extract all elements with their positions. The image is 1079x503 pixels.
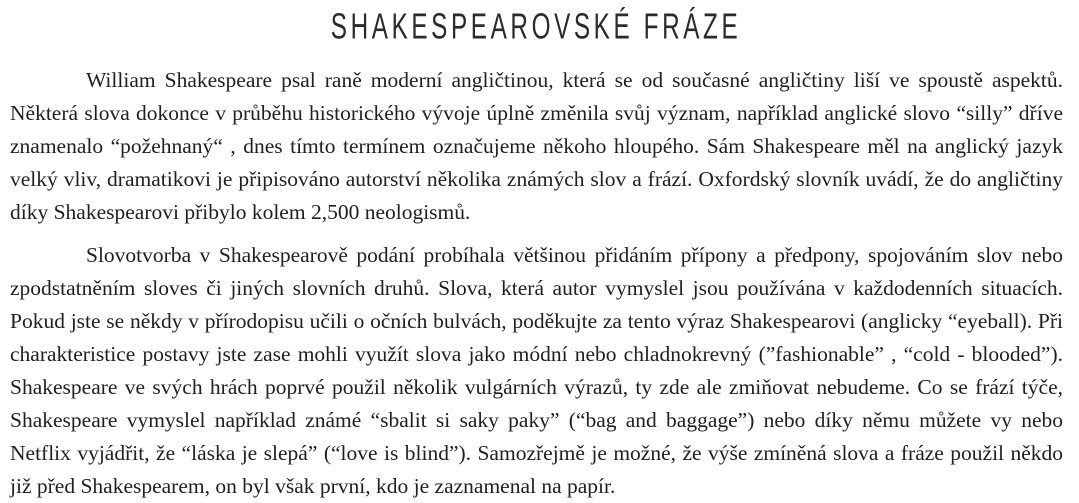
title-container: [10, 6, 1063, 58]
document-title: SHAKESPEAROVSKÉ FRÁZE: [331, 6, 742, 47]
paragraph-word-formation: Slovotvorba v Shakespearově podání probíhala většinou přidáním přípony a předpony, spojováním slov nebo zpodstatněním sloves či jiných slovních druhů. Slova, která autor vymyslel jsou používána v každodenních situacích. Pokud jste se někdy v přírodopisu učili o očních bulvách, poděkujte za tento výraz Shakespearovi (anglicky “eyeball). Při charakteristice postavy jste zase mohli využít slova jako módní nebo chladnokrevný (”fashionable” , “cold - blooded”). Shakespeare ve svých hrách poprvé použil několik vulgárních výrazů, ty zde ale zmiňovat nebudeme. Co se frází týče, Shakespeare vymyslel například známé “sbalit si saky paky” (“bag and baggage”) nebo díky němu můžete vy nebo Netflix vyjádřit, že “láska je slepá” (“love is blind”). Samozřejmě je možné, že výše zmíněná slova a fráze použil někdo již před Shakespearem, on byl však první, kdo je zaznamenal na papír.: [10, 243, 1063, 498]
paragraph-intro: William Shakespeare psal raně moderní angličtinou, která se od současné angličtiny liší ve spoustě aspektů. Některá slova dokonce v průběhu historického vývoje úplně změnila svůj význam, například anglické slovo “silly” dříve znamenalo “požehnaný“ , dnes tímto termínem označujeme někoho hloupého. Sám Shakespeare měl na anglický jazyk velký vliv, dramatikovi je připisováno autorství několika známých slov a frází. Oxfordský slovník uvádí, že do angličtiny díky Shakespearovi přibylo kolem 2,500 neologismů.: [10, 68, 1063, 224]
document-body: [10, 64, 1063, 503]
